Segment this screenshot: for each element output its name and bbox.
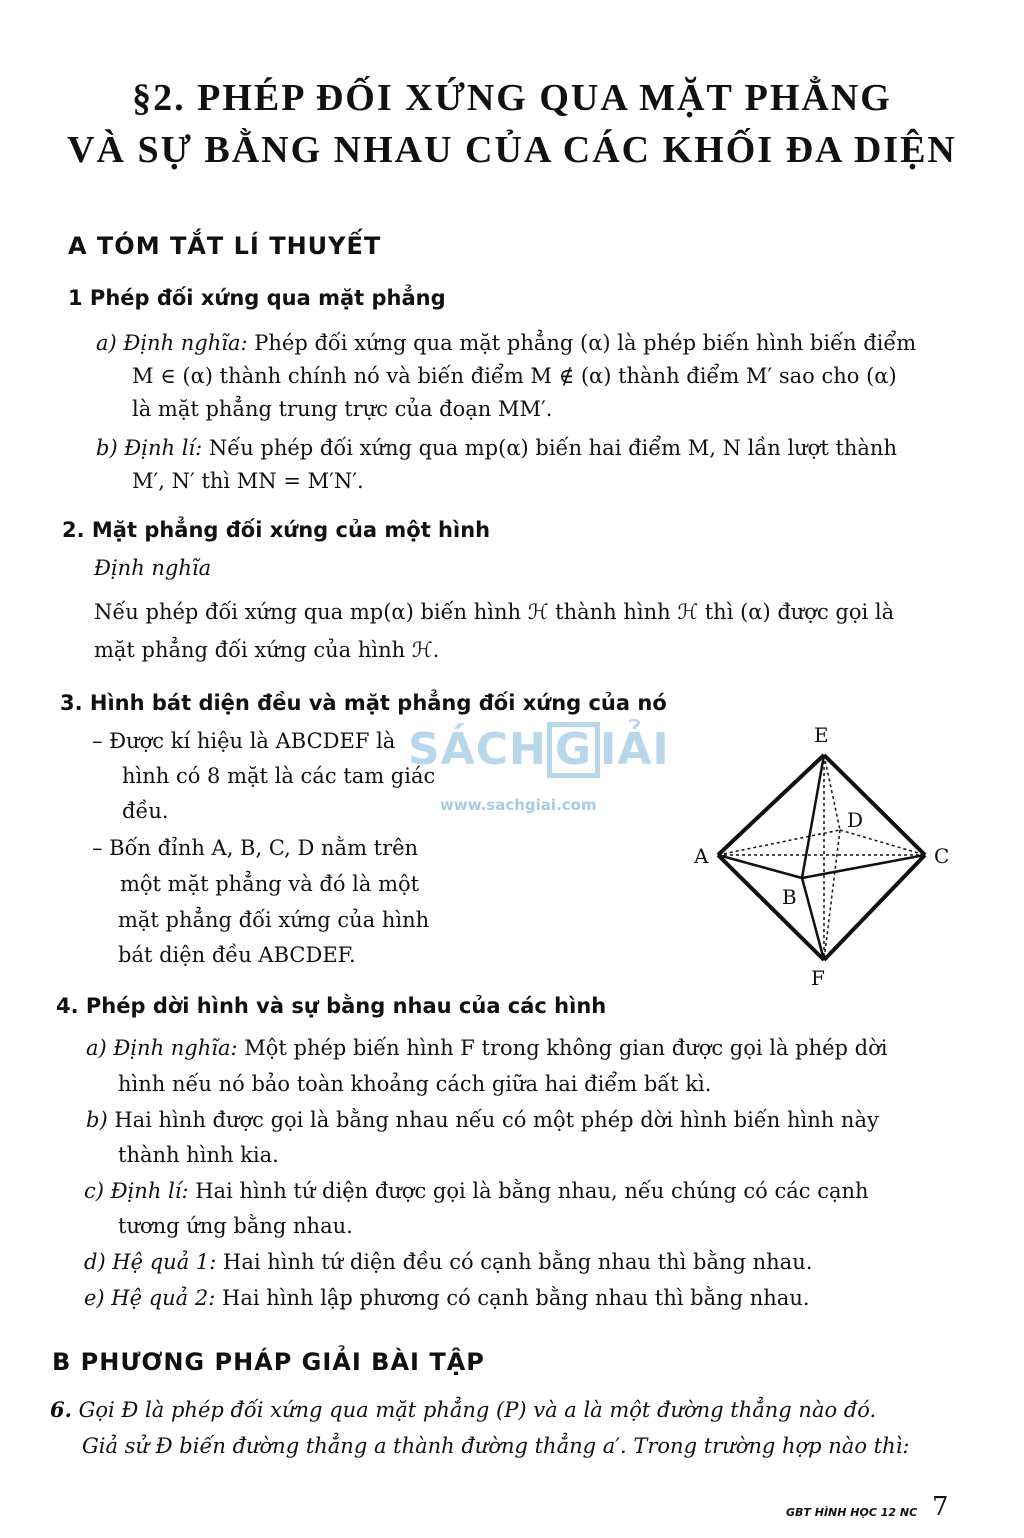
- octahedron-figure: [680, 720, 970, 995]
- s3-b1-line3: đều.: [122, 799, 169, 823]
- s4-c-label: c) Định lí:: [84, 1179, 189, 1203]
- watermark-logo-left: SÁCH: [408, 724, 547, 775]
- s1-a-line3: là mặt phẳng trung trực của đoạn MM′.: [132, 397, 553, 421]
- page-title-line2: VÀ SỰ BẰNG NHAU CỦA CÁC KHỐI ĐA DIỆN: [67, 129, 957, 171]
- watermark-url: www.sachgiai.com: [440, 796, 597, 814]
- label-D: D: [847, 808, 864, 832]
- page-number: 7: [932, 1492, 949, 1522]
- s4-a-line2: hình nếu nó bảo toàn khoảng cách giữa hai điểm bất kì.: [118, 1072, 712, 1096]
- s4-d-label: d) Hệ quả 1:: [84, 1250, 217, 1274]
- s1-a-text: Phép đối xứng qua mặt phẳng (α) là phép biến hình biến điểm: [254, 331, 917, 355]
- s1-a-line1: [96, 325, 976, 361]
- label-B: B: [782, 885, 797, 909]
- s4-e-text: Hai hình lập phương có cạnh bằng nhau thì bằng nhau.: [222, 1286, 810, 1310]
- s1-a-line2: M ∈ (α) thành chính nó và biến điểm M ∉ (α) thành điểm M′ sao cho (α): [132, 364, 897, 388]
- label-F: F: [811, 966, 825, 990]
- s4-c-line1: [84, 1173, 964, 1209]
- edge-EC: [824, 755, 925, 855]
- s4-c-text: Hai hình tứ diện được gọi là bằng nhau, nếu chúng có các cạnh: [195, 1179, 869, 1203]
- exercise-6-number: 6.: [50, 1397, 72, 1422]
- section-a-heading: A TÓM TẮT LÍ THUYẾT: [68, 232, 382, 260]
- s3-b2-line4: bát diện đều ABCDEF.: [118, 943, 356, 967]
- s1-b-line1: [96, 430, 976, 466]
- label-C: C: [934, 844, 950, 868]
- exercise-6-text1: Gọi Đ là phép đối xứng qua mặt phẳng (P) và a là một đường thẳng nào đó.: [78, 1398, 877, 1422]
- s3-b1-line2: hình có 8 mặt là các tam giác: [122, 764, 436, 788]
- subsection-1-heading: 1 Phép đối xứng qua mặt phẳng: [68, 286, 446, 310]
- s4-a-text: Một phép biến hình F trong không gian được gọi là phép dời: [244, 1036, 888, 1060]
- s3-b2-line2: một mặt phẳng và đó là một: [120, 872, 420, 896]
- s4-b-label: b): [86, 1108, 108, 1132]
- subsection-2-heading: 2. Mặt phẳng đối xứng của một hình: [62, 518, 491, 542]
- s4-c-line2: tương ứng bằng nhau.: [118, 1214, 353, 1238]
- exercise-6-line1: [50, 1392, 970, 1428]
- s4-d-text: Hai hình tứ diện đều có cạnh bằng nhau thì bằng nhau.: [223, 1250, 813, 1274]
- s4-b-line2: thành hình kia.: [118, 1143, 279, 1167]
- edge-AD: [718, 830, 840, 855]
- s2-line1: Nếu phép đối xứng qua mp(α) biến hình ℋ thành hình ℋ thì (α) được gọi là: [94, 600, 895, 624]
- s1-b-line2: M′, N′ thì MN = M′N′.: [132, 469, 364, 493]
- s3-b2-line1: – Bốn đỉnh A, B, C, D nằm trên: [92, 836, 419, 860]
- s4-d-line: [84, 1244, 964, 1280]
- watermark-logo-g: G: [547, 722, 600, 778]
- s4-a-line1: [86, 1030, 966, 1066]
- s4-b-text: Hai hình được gọi là bằng nhau nếu có một phép dời hình biến hình này: [114, 1108, 879, 1132]
- s2-def-label: Định nghĩa: [94, 556, 212, 580]
- edge-DF: [824, 830, 840, 960]
- subsection-3-heading: 3. Hình bát diện đều và mặt phẳng đối xứng của nó: [60, 691, 667, 715]
- s3-b1-line1: – Được kí hiệu là ABCDEF là: [92, 729, 396, 753]
- watermark-logo-right: IẢI: [599, 724, 670, 775]
- section-b-heading: B PHƯƠNG PHÁP GIẢI BÀI TẬP: [52, 1348, 485, 1376]
- s4-e-label: e) Hệ quả 2:: [84, 1286, 216, 1310]
- s1-a-label: a) Định nghĩa:: [96, 331, 248, 355]
- label-A: A: [694, 844, 709, 868]
- s2-line2: mặt phẳng đối xứng của hình ℋ.: [94, 638, 440, 662]
- s3-b2-line3: mặt phẳng đối xứng của hình: [118, 908, 430, 932]
- s1-b-label: b) Định lí:: [96, 436, 203, 460]
- s4-a-label: a) Định nghĩa:: [86, 1036, 238, 1060]
- s4-b-line1: [86, 1102, 966, 1138]
- page-title-line1: §2. PHÉP ĐỐI XỨNG QUA MẶT PHẲNG: [132, 77, 892, 119]
- watermark-logo: [408, 722, 670, 778]
- subsection-4-heading: 4. Phép dời hình và sự bằng nhau của các hình: [56, 994, 607, 1018]
- s4-e-line: [84, 1280, 964, 1316]
- exercise-6-line2: Giả sử Đ biến đường thẳng a thành đường thẳng a′. Trong trường hợp nào thì:: [82, 1434, 910, 1458]
- s1-b-text: Nếu phép đối xứng qua mp(α) biến hai điểm M, N lần lượt thành: [208, 436, 897, 460]
- label-E: E: [814, 723, 829, 747]
- footer-book-label: GBT HÌNH HỌC 12 NC: [786, 1506, 918, 1519]
